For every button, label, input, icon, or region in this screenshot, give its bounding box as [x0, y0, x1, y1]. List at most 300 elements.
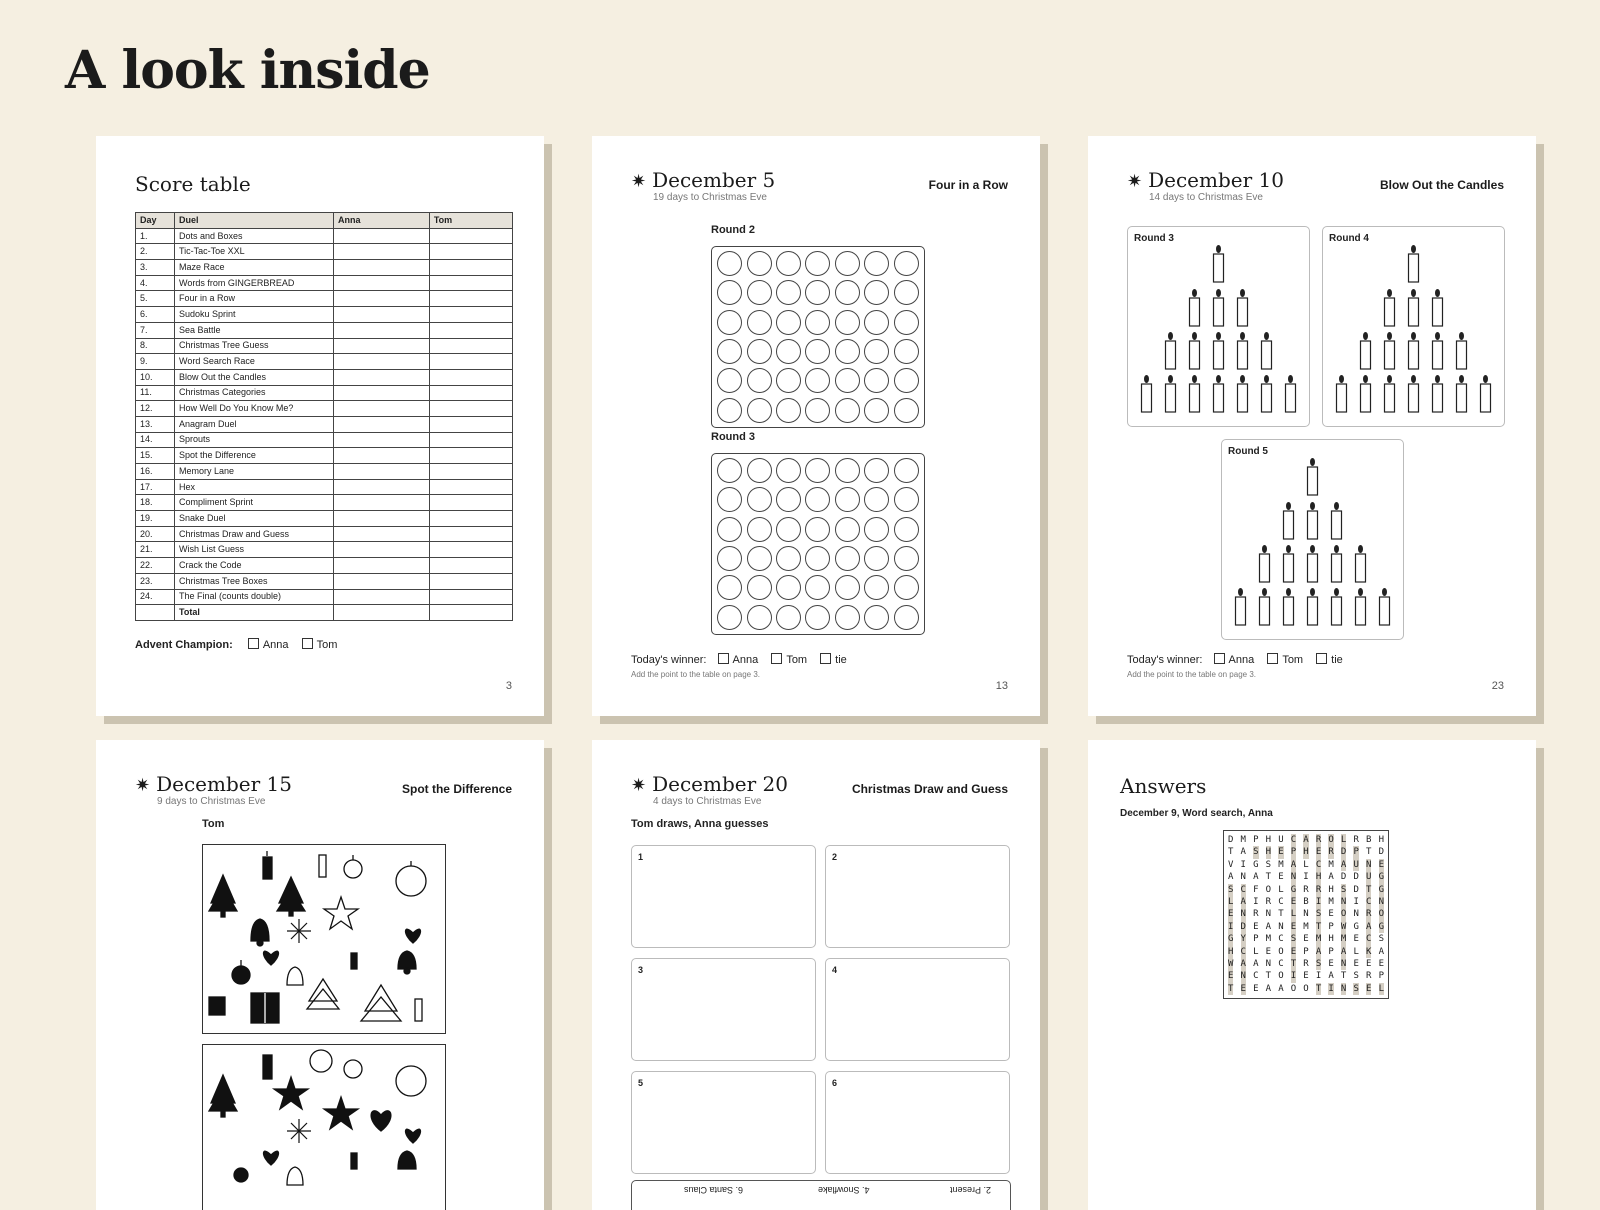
drawing-box[interactable] — [631, 845, 816, 948]
letter-cell: E — [1228, 909, 1234, 920]
candle-icon[interactable] — [1214, 245, 1224, 282]
letter-cell: I — [1303, 872, 1309, 883]
day-cell: 5. — [136, 291, 175, 307]
word-search-row — [1228, 871, 1384, 883]
score-cell[interactable] — [334, 244, 430, 260]
score-cell[interactable] — [429, 369, 512, 385]
grid-hole[interactable] — [776, 605, 801, 630]
word-search-row — [1228, 983, 1384, 995]
day-cell: 23. — [136, 573, 175, 589]
score-cell[interactable] — [334, 573, 430, 589]
grid-hole[interactable] — [894, 605, 919, 630]
candle-icon[interactable] — [1380, 588, 1390, 625]
score-cell[interactable] — [429, 244, 512, 260]
candle-icon[interactable] — [1260, 545, 1270, 582]
letter-cell: R — [1253, 909, 1259, 920]
score-cell[interactable] — [429, 448, 512, 464]
candle-icon[interactable] — [1190, 289, 1200, 326]
candle-icon[interactable] — [1332, 545, 1342, 582]
table-row — [136, 589, 513, 605]
candle-icon[interactable] — [1286, 375, 1296, 412]
grid-hole[interactable] — [747, 251, 772, 276]
score-cell[interactable] — [334, 260, 430, 276]
candle-icon[interactable] — [1332, 502, 1342, 539]
letter-cell: O — [1265, 884, 1272, 895]
grid-hole[interactable] — [805, 251, 830, 276]
grid-hole[interactable] — [776, 310, 801, 335]
duel-cell: Wish List Guess — [175, 542, 334, 558]
candle-icon[interactable] — [1433, 332, 1443, 369]
score-cell[interactable] — [334, 511, 430, 527]
letter-cell: N — [1303, 909, 1309, 920]
round-label: Round 4 — [1329, 233, 1369, 244]
grid-hole[interactable] — [717, 339, 742, 364]
grid-hole[interactable] — [805, 546, 830, 571]
grid-hole[interactable] — [747, 398, 772, 423]
candle-icon[interactable] — [1284, 545, 1294, 582]
letter-cell: G — [1378, 884, 1384, 895]
grid-hole[interactable] — [776, 398, 801, 423]
score-cell[interactable] — [334, 385, 430, 401]
letter-cell: P — [1328, 921, 1334, 932]
letter-cell: E — [1353, 959, 1359, 970]
grid-hole[interactable] — [864, 546, 889, 571]
grid-hole[interactable] — [805, 280, 830, 305]
candle-icon[interactable] — [1190, 332, 1200, 369]
score-cell[interactable] — [334, 542, 430, 558]
grid-hole[interactable] — [776, 251, 801, 276]
winner-label: Today's winner: — [631, 654, 707, 666]
page-title: Score table — [135, 172, 251, 196]
grid-hole[interactable] — [805, 487, 830, 512]
candle-icon[interactable] — [1361, 332, 1371, 369]
score-cell[interactable] — [334, 495, 430, 511]
grid-hole[interactable] — [717, 368, 742, 393]
letter-cell: T — [1315, 983, 1322, 994]
candle-icon[interactable] — [1481, 375, 1491, 412]
grid-hole[interactable] — [805, 517, 830, 542]
grid-hole[interactable] — [864, 487, 889, 512]
grid-hole[interactable] — [835, 368, 860, 393]
letter-cell: H — [1228, 946, 1234, 957]
score-cell[interactable] — [429, 260, 512, 276]
score-cell[interactable] — [429, 385, 512, 401]
december-5-page — [592, 136, 1040, 716]
candle-icon[interactable] — [1356, 545, 1366, 582]
letter-cell: E — [1303, 934, 1309, 945]
champion-label: Advent Champion: — [135, 639, 233, 651]
grid-hole[interactable] — [747, 368, 772, 393]
candle-icon[interactable] — [1284, 588, 1294, 625]
letter-cell: I — [1328, 983, 1334, 994]
checkbox[interactable] — [718, 653, 729, 664]
candle-icon[interactable] — [1457, 332, 1467, 369]
grid-hole[interactable] — [717, 310, 742, 335]
score-cell[interactable] — [334, 401, 430, 417]
letter-cell: R — [1303, 959, 1309, 970]
grid-hole[interactable] — [805, 575, 830, 600]
score-cell[interactable] — [429, 416, 512, 432]
score-cell[interactable] — [334, 322, 430, 338]
candle-icon[interactable] — [1238, 332, 1248, 369]
col-player2: Tom — [429, 213, 512, 229]
table-row — [136, 260, 513, 276]
table-row — [136, 495, 513, 511]
word-search-row — [1228, 970, 1384, 982]
score-cell[interactable] — [334, 275, 430, 291]
grid-hole[interactable] — [864, 310, 889, 335]
candle-icon[interactable] — [1190, 375, 1200, 412]
letter-cell: E — [1290, 946, 1297, 957]
candle-icon[interactable] — [1409, 375, 1419, 412]
grid-hole[interactable] — [717, 251, 742, 276]
grid-hole[interactable] — [894, 310, 919, 335]
grid-hole[interactable] — [747, 339, 772, 364]
candle-icon[interactable] — [1457, 375, 1467, 412]
score-cell[interactable] — [429, 291, 512, 307]
grid-hole[interactable] — [776, 575, 801, 600]
candle-icon[interactable] — [1409, 245, 1419, 282]
letter-cell: A — [1265, 983, 1272, 994]
grid-hole[interactable] — [894, 517, 919, 542]
checkbox[interactable] — [1214, 653, 1225, 664]
score-cell[interactable] — [334, 354, 430, 370]
grid-hole[interactable] — [747, 458, 772, 483]
score-cell[interactable] — [334, 416, 430, 432]
score-cell[interactable] — [334, 369, 430, 385]
score-cell[interactable] — [429, 542, 512, 558]
score-cell[interactable] — [429, 511, 512, 527]
grid-hole[interactable] — [776, 368, 801, 393]
score-cell[interactable] — [334, 307, 430, 323]
score-cell[interactable] — [429, 605, 512, 621]
grid-hole[interactable] — [894, 487, 919, 512]
grid-hole[interactable] — [747, 280, 772, 305]
candle-icon[interactable] — [1361, 375, 1371, 412]
grid-hole[interactable] — [747, 605, 772, 630]
grid-hole[interactable] — [776, 458, 801, 483]
letter-cell: A — [1378, 946, 1384, 957]
letter-cell: E — [1290, 921, 1297, 932]
grid-hole[interactable] — [864, 458, 889, 483]
score-cell[interactable] — [334, 526, 430, 542]
grid-hole[interactable] — [864, 398, 889, 423]
day-cell: 14. — [136, 432, 175, 448]
grid-hole[interactable] — [864, 339, 889, 364]
candle-icon[interactable] — [1308, 458, 1318, 495]
grid-hole[interactable] — [864, 517, 889, 542]
game-name: Four in a Row — [928, 178, 1008, 192]
table-row — [136, 432, 513, 448]
letter-cell: L — [1290, 909, 1297, 920]
score-cell[interactable] — [429, 573, 512, 589]
grid-hole[interactable] — [894, 280, 919, 305]
candle-icon[interactable] — [1308, 588, 1318, 625]
grid-hole[interactable] — [835, 251, 860, 276]
letter-cell: N — [1265, 959, 1272, 970]
drawing-box[interactable] — [631, 1071, 816, 1174]
upside-down-answers — [631, 1180, 1011, 1210]
duel-cell: Spot the Difference — [175, 448, 334, 464]
box-number: 1 — [638, 852, 644, 862]
letter-cell: U — [1278, 835, 1284, 845]
letter-cell: R — [1366, 971, 1372, 982]
grid-hole[interactable] — [805, 368, 830, 393]
score-cell[interactable] — [429, 464, 512, 480]
grid-hole[interactable] — [776, 487, 801, 512]
day-cell: 2. — [136, 244, 175, 260]
score-cell[interactable] — [334, 338, 430, 354]
score-cell[interactable] — [429, 558, 512, 574]
score-table — [135, 212, 513, 621]
letter-cell: L — [1353, 946, 1359, 957]
letter-cell: H — [1378, 835, 1384, 845]
round-label: Round 3 — [711, 431, 755, 443]
candle-icon[interactable] — [1260, 588, 1270, 625]
letter-cell: M — [1240, 835, 1246, 845]
score-cell[interactable] — [429, 354, 512, 370]
grid-hole[interactable] — [717, 487, 742, 512]
letter-cell: D — [1378, 847, 1384, 858]
grid-hole[interactable] — [894, 368, 919, 393]
word-search-row — [1228, 946, 1384, 958]
day-cell: 20. — [136, 526, 175, 542]
grid-hole[interactable] — [747, 487, 772, 512]
page-note: Add the point to the table on page 3. — [631, 670, 760, 679]
letter-cell: T — [1278, 909, 1284, 920]
letter-cell: M — [1265, 934, 1272, 945]
section-heading: A look inside — [65, 40, 430, 101]
candle-icon[interactable] — [1332, 588, 1342, 625]
candle-icon[interactable] — [1385, 375, 1395, 412]
game-name: Blow Out the Candles — [1379, 178, 1504, 192]
score-cell[interactable] — [429, 322, 512, 338]
candle-icon[interactable] — [1236, 588, 1246, 625]
grid-hole[interactable] — [805, 310, 830, 335]
checkbox[interactable] — [1267, 653, 1278, 664]
table-row — [136, 605, 513, 621]
drawing-box[interactable] — [825, 1071, 1010, 1174]
candle-icon[interactable] — [1262, 332, 1272, 369]
grid-hole[interactable] — [717, 398, 742, 423]
candle-icon[interactable] — [1308, 502, 1318, 539]
grid-hole[interactable] — [805, 458, 830, 483]
grid-hole[interactable] — [747, 575, 772, 600]
score-cell[interactable] — [334, 605, 430, 621]
grid-hole[interactable] — [717, 458, 742, 483]
grid-hole[interactable] — [776, 280, 801, 305]
score-cell[interactable] — [334, 589, 430, 605]
letter-cell: N — [1340, 959, 1347, 970]
letter-cell: R — [1328, 847, 1334, 858]
grid-hole[interactable] — [776, 546, 801, 571]
day-cell: 16. — [136, 464, 175, 480]
grid-hole[interactable] — [717, 546, 742, 571]
letter-cell: R — [1315, 835, 1322, 845]
candle-icon[interactable] — [1262, 375, 1272, 412]
candle-icon[interactable] — [1308, 545, 1318, 582]
candle-icon[interactable] — [1214, 289, 1224, 326]
grid-hole[interactable] — [835, 487, 860, 512]
score-cell[interactable] — [334, 464, 430, 480]
candle-icon[interactable] — [1409, 332, 1419, 369]
grid-hole[interactable] — [835, 398, 860, 423]
candle-icon[interactable] — [1433, 289, 1443, 326]
score-cell[interactable] — [429, 338, 512, 354]
grid-hole[interactable] — [805, 339, 830, 364]
word-search-row — [1228, 859, 1384, 871]
letter-cell: T — [1265, 971, 1272, 982]
day-cell: 8. — [136, 338, 175, 354]
letter-cell: S — [1353, 983, 1359, 994]
game-name: Christmas Draw and Guess — [851, 782, 1008, 796]
drawing-box[interactable] — [825, 845, 1010, 948]
candle-icon[interactable] — [1385, 289, 1395, 326]
option-label: tie — [835, 654, 847, 666]
grid-hole[interactable] — [894, 251, 919, 276]
grid-hole[interactable] — [864, 280, 889, 305]
letter-cell: B — [1366, 835, 1372, 845]
letter-cell: H — [1315, 872, 1322, 883]
grid-hole[interactable] — [717, 605, 742, 630]
candle-icon[interactable] — [1284, 502, 1294, 539]
letter-cell: L — [1378, 983, 1384, 994]
grid-hole[interactable] — [835, 310, 860, 335]
candle-icon[interactable] — [1356, 588, 1366, 625]
grid-hole[interactable] — [864, 251, 889, 276]
box-number: 3 — [638, 965, 644, 975]
grid-hole[interactable] — [894, 546, 919, 571]
letter-cell: W — [1340, 921, 1347, 932]
grid-hole[interactable] — [747, 546, 772, 571]
grid-hole[interactable] — [894, 398, 919, 423]
grid-hole[interactable] — [747, 310, 772, 335]
candle-icon[interactable] — [1214, 375, 1224, 412]
score-cell[interactable] — [429, 479, 512, 495]
duel-cell: Hex — [175, 479, 334, 495]
grid-hole[interactable] — [835, 280, 860, 305]
page-title: Answers — [1120, 774, 1207, 798]
player-label: Tom — [202, 818, 225, 830]
score-cell[interactable] — [334, 291, 430, 307]
grid-hole[interactable] — [776, 339, 801, 364]
letter-cell: L — [1228, 897, 1234, 908]
checkbox[interactable] — [820, 653, 831, 664]
score-cell[interactable] — [429, 432, 512, 448]
letter-cell: R — [1353, 835, 1359, 845]
letter-cell: U — [1366, 872, 1372, 883]
letter-cell: N — [1240, 971, 1246, 982]
word-search-row — [1228, 921, 1384, 933]
day-cell: 24. — [136, 589, 175, 605]
grid-hole[interactable] — [864, 575, 889, 600]
grid-hole[interactable] — [894, 339, 919, 364]
letter-cell: E — [1328, 959, 1334, 970]
grid-hole[interactable] — [835, 546, 860, 571]
drawing-box[interactable] — [825, 958, 1010, 1061]
page-note: Add the point to the table on page 3. — [1127, 670, 1256, 679]
page-number: 23 — [1491, 680, 1504, 692]
candle-icon[interactable] — [1337, 375, 1347, 412]
score-cell[interactable] — [334, 558, 430, 574]
candle-icon[interactable] — [1409, 289, 1419, 326]
score-cell[interactable] — [429, 589, 512, 605]
grid-hole[interactable] — [835, 605, 860, 630]
grid-hole[interactable] — [835, 458, 860, 483]
candle-icon[interactable] — [1166, 375, 1176, 412]
score-cell[interactable] — [334, 432, 430, 448]
table-row — [136, 385, 513, 401]
candle-icon[interactable] — [1238, 375, 1248, 412]
page-title: ✷ December 5 — [631, 168, 776, 192]
candle-icon[interactable] — [1142, 375, 1152, 412]
grid-hole[interactable] — [864, 368, 889, 393]
table-row — [136, 479, 513, 495]
december-20-page — [592, 740, 1040, 1210]
grid-hole[interactable] — [894, 575, 919, 600]
grid-hole[interactable] — [776, 517, 801, 542]
letter-cell: T — [1265, 872, 1272, 883]
grid-hole[interactable] — [835, 575, 860, 600]
duel-cell: Word Search Race — [175, 354, 334, 370]
letter-cell: E — [1253, 983, 1259, 994]
letter-cell: A — [1240, 897, 1246, 908]
grid-hole[interactable] — [894, 458, 919, 483]
letter-cell: A — [1328, 872, 1334, 883]
grid-hole[interactable] — [805, 605, 830, 630]
checkbox[interactable] — [771, 653, 782, 664]
word-search-row — [1228, 846, 1384, 858]
grid-hole[interactable] — [864, 605, 889, 630]
star-icon: ✷ — [631, 775, 647, 796]
duel-cell: Sudoku Sprint — [175, 307, 334, 323]
checkbox[interactable] — [248, 638, 259, 649]
score-cell[interactable] — [429, 526, 512, 542]
letter-cell: P — [1328, 946, 1334, 957]
checkbox[interactable] — [1316, 653, 1327, 664]
candle-icon[interactable] — [1433, 375, 1443, 412]
word-search-row — [1228, 908, 1384, 920]
grid-hole[interactable] — [717, 280, 742, 305]
candle-icon[interactable] — [1385, 332, 1395, 369]
drawing-box[interactable] — [631, 958, 816, 1061]
letter-cell: E — [1253, 921, 1259, 932]
score-cell[interactable] — [334, 228, 430, 244]
letter-cell: H — [1328, 934, 1334, 945]
letter-cell: K — [1366, 946, 1372, 957]
grid-hole[interactable] — [835, 339, 860, 364]
grid-hole[interactable] — [805, 398, 830, 423]
candle-icon[interactable] — [1238, 289, 1248, 326]
checkbox[interactable] — [302, 638, 313, 649]
candle-icon[interactable] — [1214, 332, 1224, 369]
candle-icon[interactable] — [1166, 332, 1176, 369]
score-cell[interactable] — [429, 495, 512, 511]
answer-text: 4. Snowflake — [818, 1185, 870, 1195]
grid-hole[interactable] — [835, 517, 860, 542]
grid-hole[interactable] — [717, 575, 742, 600]
grid-hole[interactable] — [747, 517, 772, 542]
letter-cell: U — [1353, 859, 1359, 870]
score-cell[interactable] — [429, 401, 512, 417]
grid-hole[interactable] — [717, 517, 742, 542]
letter-cell: N — [1378, 897, 1384, 908]
score-cell[interactable] — [429, 307, 512, 323]
score-cell[interactable] — [429, 228, 512, 244]
score-cell[interactable] — [334, 448, 430, 464]
score-cell[interactable] — [429, 275, 512, 291]
score-cell[interactable] — [334, 479, 430, 495]
